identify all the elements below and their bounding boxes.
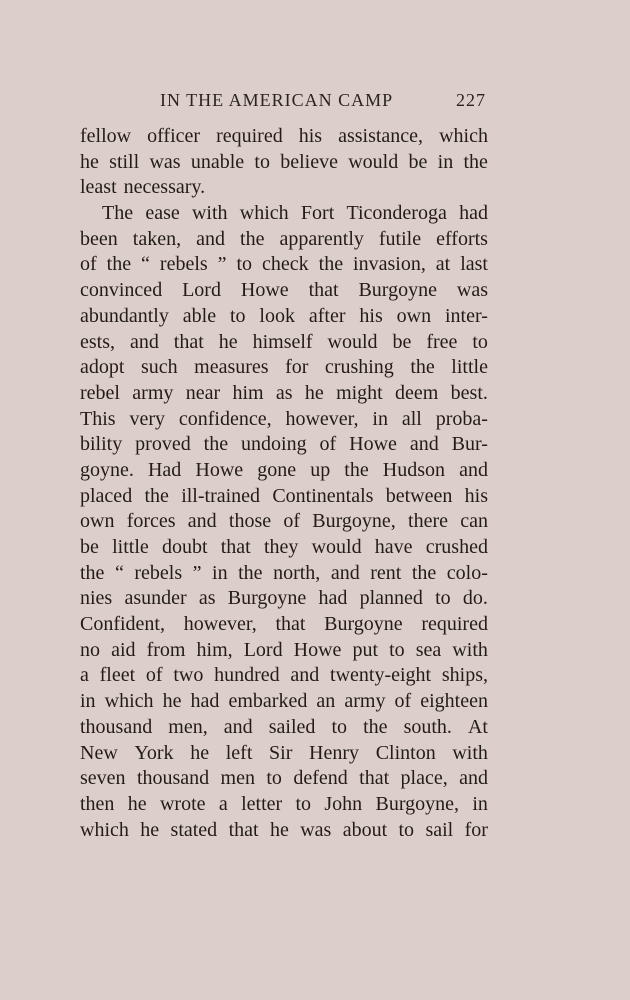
word: an	[316, 690, 336, 713]
word: his	[298, 125, 323, 147]
word: he	[162, 690, 182, 713]
word: Confident,	[80, 613, 165, 636]
word: his	[464, 484, 488, 507]
word: little	[451, 356, 488, 379]
word: he	[80, 150, 99, 173]
word: of	[319, 433, 337, 456]
word: a	[80, 664, 89, 687]
word: he	[269, 818, 289, 841]
word: about	[342, 818, 388, 841]
word: and	[129, 330, 159, 353]
word: wrote	[159, 792, 206, 815]
word: York	[134, 741, 174, 764]
word: sea	[415, 638, 442, 661]
text-line	[80, 792, 488, 818]
word: himself	[252, 330, 313, 353]
word: however,	[183, 613, 257, 636]
word: the	[238, 561, 263, 584]
word: The	[102, 202, 134, 225]
word: to	[389, 638, 405, 661]
word: in	[212, 561, 228, 584]
word: check	[262, 253, 309, 276]
word: do.	[462, 587, 488, 610]
word: would	[311, 536, 362, 558]
word: Continentals	[272, 484, 374, 507]
word: Ticonderoga	[346, 202, 447, 225]
word: the	[80, 561, 105, 584]
word: of	[394, 690, 412, 713]
word: such	[140, 356, 178, 379]
text-line	[80, 766, 488, 792]
word: required	[216, 125, 283, 147]
word: Lord	[182, 279, 221, 302]
word: Burgoyne	[227, 587, 307, 610]
word: deem	[395, 381, 439, 404]
word: fellow	[80, 125, 132, 147]
word: left	[225, 741, 253, 764]
text-line	[80, 124, 488, 150]
word: to	[236, 253, 253, 276]
word: Sir	[269, 741, 293, 764]
word: he	[140, 818, 160, 841]
word: Burgoyne	[324, 613, 403, 636]
word: Henry	[309, 741, 360, 764]
word: adopt	[80, 356, 125, 379]
word: as	[198, 587, 216, 610]
word: Bur-	[451, 433, 488, 456]
text-line	[80, 175, 488, 201]
word: that	[359, 767, 390, 790]
text-line	[80, 484, 488, 510]
word: ”	[192, 561, 202, 584]
word: and	[196, 227, 225, 250]
word: with	[191, 202, 228, 225]
word: for	[464, 818, 488, 841]
text-line	[80, 509, 488, 535]
word: Burgoyne,	[312, 510, 396, 533]
word: been	[80, 227, 118, 250]
word: that	[275, 613, 306, 636]
word: ”	[217, 253, 227, 276]
word: Howe	[240, 279, 289, 302]
running-head-title: IN THE AMERICAN CAMP	[160, 90, 394, 110]
word: crushed	[425, 536, 488, 558]
word: convinced	[80, 279, 163, 302]
word: army	[132, 381, 174, 404]
word: believe	[280, 150, 338, 173]
word: to	[398, 818, 415, 841]
word: might	[336, 381, 383, 404]
text-line	[80, 432, 488, 458]
word: apparently	[279, 227, 364, 250]
word: the	[411, 561, 437, 584]
text-line	[80, 535, 488, 561]
word: abundantly	[80, 304, 169, 327]
word: be	[80, 536, 99, 558]
word: aid	[111, 638, 136, 661]
word: letter	[241, 792, 283, 815]
word: be	[392, 330, 412, 353]
word: the	[144, 484, 169, 507]
word: last	[460, 253, 488, 276]
word: asunder	[124, 587, 187, 610]
word: north,	[273, 561, 321, 584]
text-line	[80, 663, 488, 689]
word: rent	[370, 561, 402, 584]
word: ships,	[441, 664, 488, 687]
word: rebels	[134, 561, 183, 584]
word: required	[421, 613, 488, 636]
word: he	[218, 330, 238, 353]
word: At	[467, 715, 488, 738]
word: can	[460, 510, 488, 533]
word: of	[145, 664, 163, 687]
text-line	[80, 381, 488, 407]
word: efforts	[436, 227, 488, 250]
word: own	[80, 510, 115, 533]
word: proved	[135, 433, 191, 456]
word: Burgoyne,	[375, 792, 460, 815]
word: John	[324, 792, 363, 815]
text-line	[80, 818, 488, 844]
word: to	[295, 792, 312, 815]
word: best.	[450, 381, 488, 404]
word: with	[452, 741, 488, 764]
word: Howe	[293, 638, 342, 661]
word: inter-	[444, 304, 488, 327]
word: gone	[257, 458, 297, 481]
word: and	[330, 561, 360, 584]
word: stated	[170, 818, 218, 841]
word: the	[363, 715, 388, 738]
word: nies	[80, 587, 113, 610]
text-line	[80, 638, 488, 664]
word: doubt	[161, 536, 208, 558]
word: measures	[194, 356, 269, 379]
word: Burgoyne	[358, 279, 437, 302]
text-line	[80, 201, 488, 227]
word: his	[359, 304, 383, 327]
word: officer	[147, 125, 201, 147]
word: two	[173, 664, 204, 687]
word: very	[129, 407, 165, 430]
text-line	[80, 304, 488, 330]
word: ill-trained	[181, 484, 261, 507]
word: to	[435, 587, 451, 610]
text-line	[80, 227, 488, 253]
word: had	[459, 202, 488, 225]
word: New	[80, 741, 118, 764]
word: up	[310, 458, 331, 481]
word: defend	[293, 767, 348, 790]
word: Had	[147, 458, 182, 481]
word: look	[259, 304, 295, 327]
word: able	[182, 304, 217, 327]
word: to	[229, 304, 246, 327]
word: however,	[285, 407, 359, 430]
word: that	[173, 330, 204, 353]
word: least	[80, 176, 117, 199]
word: bility	[80, 433, 123, 456]
word: rebel	[80, 381, 120, 404]
word: him,	[196, 638, 233, 661]
word: would	[348, 150, 399, 173]
word: taken,	[132, 227, 182, 250]
text-line	[80, 330, 488, 356]
text-line	[80, 561, 488, 587]
word: there	[408, 510, 448, 533]
word: confidence,	[178, 407, 272, 430]
word: to	[472, 330, 488, 353]
word: was	[300, 818, 332, 841]
word: invasion,	[353, 253, 426, 276]
word: sail	[425, 818, 454, 841]
word: which	[104, 690, 154, 713]
word: and	[459, 458, 488, 481]
word: he	[127, 792, 147, 815]
text-line	[80, 612, 488, 638]
word: he	[304, 381, 324, 404]
word: was	[149, 150, 181, 173]
word: near	[185, 381, 221, 404]
word: Howe	[195, 458, 244, 481]
word: Lord	[243, 638, 283, 661]
word: fleet	[99, 664, 136, 687]
word: put	[352, 638, 379, 661]
word: of	[283, 510, 301, 533]
word: they	[263, 536, 299, 558]
word: goyne.	[80, 458, 134, 481]
word: in	[372, 407, 388, 430]
word: Fort	[300, 202, 335, 225]
word: Hudson	[382, 458, 446, 481]
word: have	[374, 536, 413, 558]
word: own	[396, 304, 432, 327]
word: the	[240, 227, 265, 250]
word: and	[187, 510, 217, 533]
word: in	[80, 690, 96, 713]
word: in	[437, 150, 454, 173]
word: and	[459, 767, 488, 790]
word: “	[141, 253, 150, 276]
word: he	[190, 741, 210, 764]
body-text	[80, 124, 488, 843]
word: the	[106, 253, 132, 276]
word: free	[426, 330, 458, 353]
word: from	[146, 638, 186, 661]
word: the	[463, 150, 488, 173]
text-line	[80, 407, 488, 433]
word: twenty-eight	[330, 664, 432, 687]
word: at	[435, 253, 451, 276]
word: crushing	[324, 356, 394, 379]
text-line	[80, 150, 488, 176]
word: undoing	[241, 433, 307, 456]
word: sailed	[268, 715, 316, 738]
word: men,	[168, 715, 208, 738]
word: and	[290, 664, 320, 687]
word: Howe	[349, 433, 397, 456]
word: as	[275, 381, 293, 404]
word: the	[318, 253, 344, 276]
word: colo-	[446, 561, 488, 584]
word: embarked	[228, 690, 308, 713]
word: ease	[145, 202, 180, 225]
word: and	[223, 715, 253, 738]
word: and	[409, 433, 439, 456]
word: after	[308, 304, 346, 327]
word: a	[218, 792, 228, 815]
word: rebels	[159, 253, 208, 276]
word: between	[385, 484, 453, 507]
word: which	[239, 202, 289, 225]
text-line	[80, 355, 488, 381]
word: for	[285, 356, 309, 379]
word: the	[203, 433, 229, 456]
text-line	[80, 715, 488, 741]
word: thousand	[136, 767, 210, 790]
word: was	[456, 279, 488, 302]
word: placed	[80, 484, 133, 507]
word: which	[80, 818, 129, 841]
word: necessary.	[123, 176, 206, 199]
word: south.	[403, 715, 452, 738]
word: assistance,	[338, 125, 424, 147]
word: little	[112, 536, 149, 558]
word: men	[220, 767, 255, 790]
word: that	[220, 536, 251, 558]
word: to	[254, 150, 270, 173]
word: futile	[378, 227, 422, 250]
word: the	[344, 458, 369, 481]
text-line	[80, 689, 488, 715]
text-line	[80, 252, 488, 278]
word: place,	[400, 767, 448, 790]
word: had	[190, 690, 220, 713]
word: which	[439, 125, 488, 147]
text-line	[80, 741, 488, 767]
word: “	[114, 561, 124, 584]
word: to	[331, 715, 348, 738]
word: thousand	[80, 715, 153, 738]
word: Clinton	[375, 741, 436, 764]
word: all	[401, 407, 422, 430]
word: him	[232, 381, 264, 404]
word: the	[410, 356, 435, 379]
word: then	[80, 792, 115, 815]
running-head	[160, 90, 486, 116]
word: in	[472, 792, 488, 815]
word: of	[80, 253, 97, 276]
word: to	[266, 767, 282, 790]
page-number: 227	[456, 90, 486, 110]
word: that	[228, 818, 259, 841]
word: those	[228, 510, 272, 533]
word: seven	[80, 767, 126, 790]
word: This	[80, 407, 116, 430]
word: would	[327, 330, 378, 353]
word: eighteen	[420, 690, 488, 713]
word: army	[344, 690, 386, 713]
word: with	[452, 638, 488, 661]
word: unable	[190, 150, 245, 173]
word: planned	[359, 587, 423, 610]
text-line	[80, 278, 488, 304]
text-line	[80, 458, 488, 484]
word: hundred	[214, 664, 280, 687]
word: that	[308, 279, 339, 302]
word: had	[318, 587, 348, 610]
word: forces	[126, 510, 176, 533]
text-line	[80, 586, 488, 612]
word: still	[109, 150, 140, 173]
word: proba-	[435, 407, 488, 430]
word: ests,	[80, 330, 115, 353]
word: no	[80, 638, 100, 661]
word: be	[408, 150, 428, 173]
